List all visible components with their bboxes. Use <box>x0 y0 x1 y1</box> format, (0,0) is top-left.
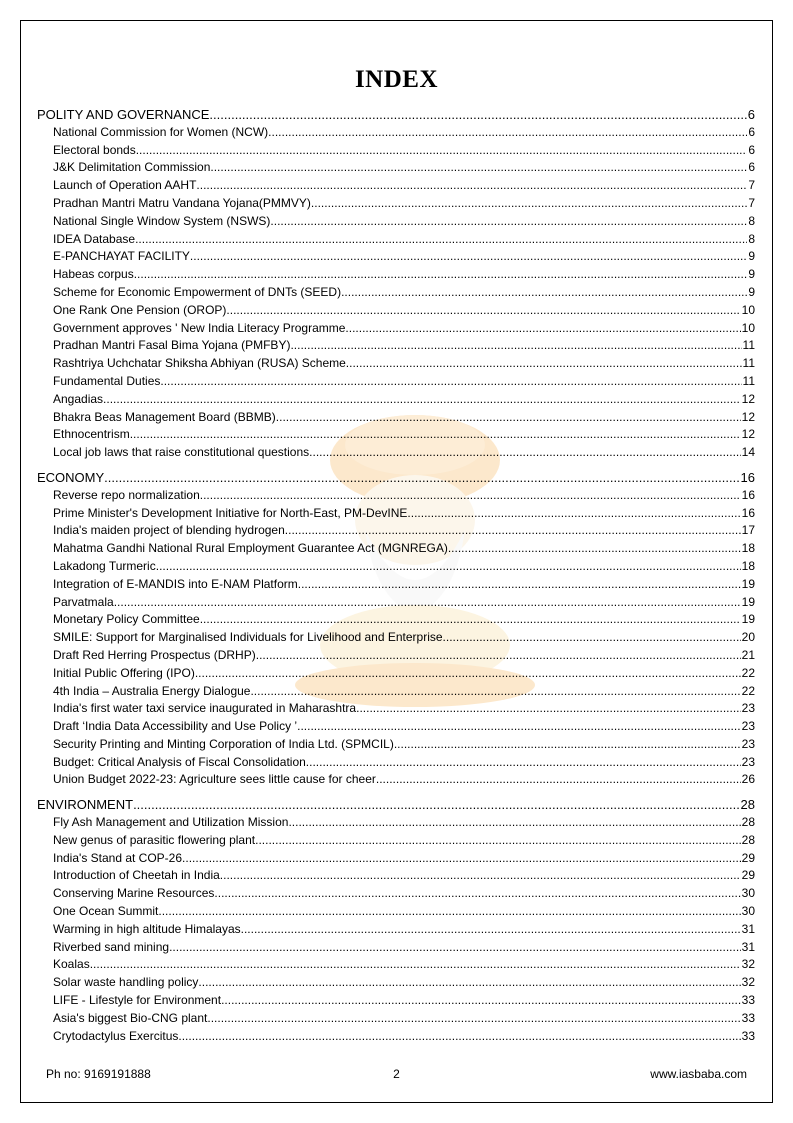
toc-entry[interactable]: Ethnocentrism ..... 12 <box>37 426 755 444</box>
toc-entry[interactable]: Monetary Policy Committee ..... 19 <box>37 611 755 629</box>
toc-entry[interactable]: Scheme for Economic Empowerment of DNTs (SEED) ..... 9 <box>37 284 755 302</box>
toc-entry[interactable]: Reverse repo normalization ..... 16 <box>37 487 755 505</box>
toc-entry[interactable]: LIFE - Lifestyle for Environment ..... 33 <box>37 992 755 1010</box>
toc-entry[interactable]: One Ocean Summit ..... 30 <box>37 903 755 921</box>
toc-entry[interactable]: Security Printing and Minting Corporation of India Ltd. (SPMCIL) ..... 23 <box>37 736 755 754</box>
toc-entry[interactable]: E-PANCHAYAT FACILITY ..... 9 <box>37 248 755 266</box>
toc-entry[interactable]: Local job laws that raise constitutional questions ..... 14 <box>37 444 755 462</box>
toc-heading[interactable]: ECONOMY ..... 16 <box>37 469 755 487</box>
toc-entry[interactable]: Electoral bonds ..... 6 <box>37 142 755 160</box>
toc-entry[interactable]: Rashtriya Uchchatar Shiksha Abhiyan (RUSA) Scheme ..... 11 <box>37 355 755 373</box>
toc-entry[interactable]: Introduction of Cheetah in India ..... 29 <box>37 867 755 885</box>
toc-entry[interactable]: Crytodactylus Exercitus ..... 33 <box>37 1028 755 1046</box>
toc-entry[interactable]: Budget: Critical Analysis of Fiscal Consolidation ..... 23 <box>37 754 755 772</box>
toc-heading[interactable]: POLITY AND GOVERNANCE ..... 6 <box>37 106 755 124</box>
toc-entry[interactable]: India's maiden project of blending hydrogen ..... 17 <box>37 522 755 540</box>
index-title: INDEX <box>354 66 439 93</box>
toc-entry[interactable]: IDEA Database ..... 8 <box>37 231 755 249</box>
toc-entry[interactable]: National Commission for Women (NCW) ..... 6 <box>37 124 755 142</box>
toc-entry[interactable]: Draft Red Herring Prospectus (DRHP) ..... 21 <box>37 647 755 665</box>
toc-entry[interactable]: New genus of parasitic flowering plant ..... 28 <box>37 832 755 850</box>
toc-entry[interactable]: Solar waste handling policy ..... 32 <box>37 974 755 992</box>
toc-section-economy <box>37 469 755 789</box>
toc-entry[interactable]: Launch of Operation AAHT ..... 7 <box>37 177 755 195</box>
toc-entry[interactable]: Draft ‘India Data Accessibility and Use Policy ’ ..... 23 <box>37 718 755 736</box>
toc-entry[interactable]: J&K Delimitation Commission ..... 6 <box>37 159 755 177</box>
toc-entry[interactable]: SMILE: Support for Marginalised Individuals for Livelihood and Enterprise ..... 20 <box>37 629 755 647</box>
toc-entry[interactable]: One Rank One Pension (OROP) ..... 10 <box>37 302 755 320</box>
toc-entry[interactable]: Lakadong Turmeric ..... 18 <box>37 558 755 576</box>
toc-heading[interactable]: ENVIRONMENT ..... 28 <box>37 796 755 814</box>
toc-entry[interactable]: Pradhan Mantri Fasal Bima Yojana (PMFBY) ..... 11 <box>37 337 755 355</box>
toc-entry[interactable]: Parvatmala ..... 19 <box>37 594 755 612</box>
toc-entry[interactable]: Koalas ..... 32 <box>37 956 755 974</box>
toc-entry[interactable]: Angadias ..... 12 <box>37 391 755 409</box>
footer-website[interactable]: www.iasbaba.com <box>650 1067 747 1081</box>
toc-entry[interactable]: Riverbed sand mining ..... 31 <box>37 939 755 957</box>
table-of-contents <box>37 106 755 1052</box>
toc-entry[interactable]: Fly Ash Management and Utilization Mission ..... 28 <box>37 814 755 832</box>
toc-entry[interactable]: Integration of E-MANDIS into E-NAM Platform ..... 19 <box>37 576 755 594</box>
toc-entry[interactable]: Pradhan Mantri Matru Vandana Yojana(PMMVY) ..... 7 <box>37 195 755 213</box>
toc-entry[interactable]: Initial Public Offering (IPO) ..... 22 <box>37 665 755 683</box>
footer-phone: Ph no: 9169191888 <box>46 1067 151 1081</box>
toc-entry[interactable]: Mahatma Gandhi National Rural Employment Guarantee Act (MGNREGA) ..... 18 <box>37 540 755 558</box>
footer-page-number: 2 <box>393 1067 400 1081</box>
toc-entry[interactable]: Warming in high altitude Himalayas ..... 31 <box>37 921 755 939</box>
toc-entry[interactable]: Prime Minister's Development Initiative for North-East, PM-DevINE ..... 16 <box>37 505 755 523</box>
toc-entry[interactable]: Asia's biggest Bio-CNG plant ..... 33 <box>37 1010 755 1028</box>
toc-entry[interactable]: India's Stand at COP-26 ..... 29 <box>37 850 755 868</box>
toc-entry[interactable]: Conserving Marine Resources ..... 30 <box>37 885 755 903</box>
toc-entry[interactable]: 4th India – Australia Energy Dialogue ..... 22 <box>37 683 755 701</box>
toc-entry[interactable]: Bhakra Beas Management Board (BBMB) ..... 12 <box>37 409 755 427</box>
toc-entry[interactable]: Government approves ' New India Literacy Programme ..... 10 <box>37 320 755 338</box>
toc-section-polity <box>37 106 755 462</box>
toc-entry[interactable]: Union Budget 2022-23: Agriculture sees little cause for cheer ..... 26 <box>37 771 755 789</box>
toc-entry[interactable]: Habeas corpus ..... 9 <box>37 266 755 284</box>
toc-entry[interactable]: National Single Window System (NSWS) ..... 8 <box>37 213 755 231</box>
toc-entry[interactable]: India's first water taxi service inaugurated in Maharashtra ..... 23 <box>37 700 755 718</box>
toc-entry[interactable]: Fundamental Duties ..... 11 <box>37 373 755 391</box>
page-footer <box>46 1067 747 1083</box>
toc-section-environment <box>37 796 755 1045</box>
